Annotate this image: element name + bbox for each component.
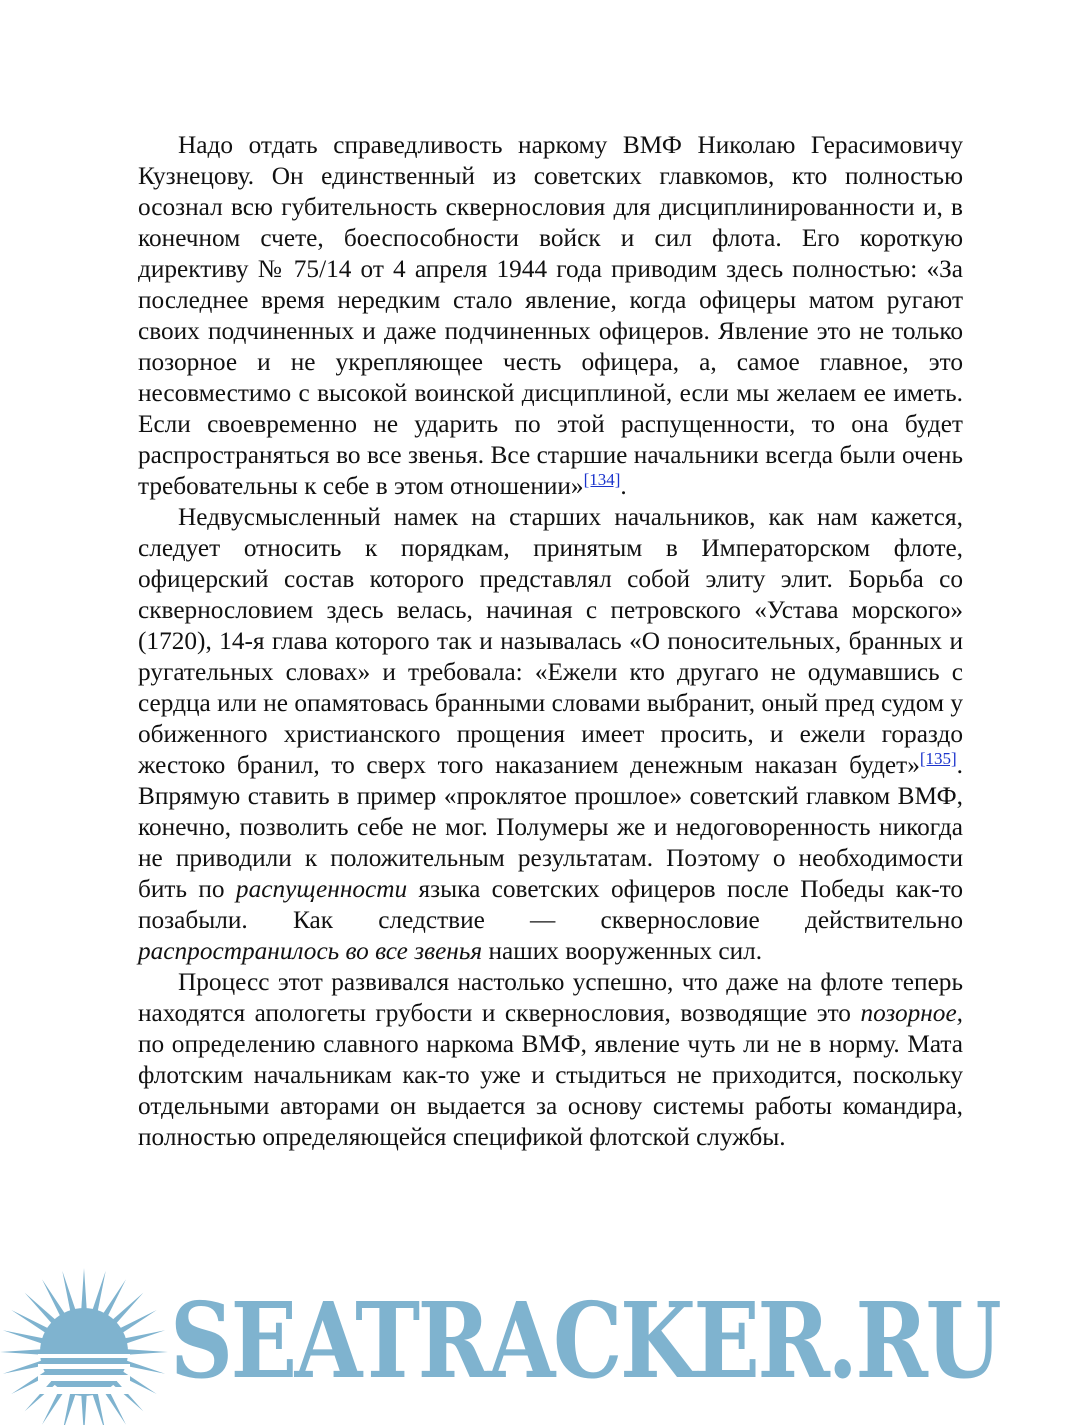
text-segment: Надо отдать справедливость наркому ВМФ Николаю Герасимовичу Кузнецову. Он единственный из советских главкомов, кто полностью осознал всю губительность сквернословия для дисциплинированности и, в конечном счете, боеспособности войск и сил флота. Его короткую директиву № 75/14 от 4 апреля 1944 года приводим здесь полностью: «За последнее время нередким стало явление, когда офицеры матом ругают своих подчиненных и даже подчиненных офицеров. Явление это не только позорное и не укрепляющее честь офицера, а, самое главное, это несовместимо с высокой воинской дисциплиной, если мы желаем ее иметь. Если своевременно не ударить по этой распущенности, то она будет распространяться во все звенья. Все старшие начальники всегда были очень требовательны к себе в этом отношении»: [138, 131, 963, 500]
sun-ray: [0, 1349, 44, 1355]
text-segment: Процесс этот развивался настолько успешно, что даже на флоте теперь находятся апологеты грубости и сквернословия, возводящие это: [138, 968, 963, 1027]
sun-over-sea-icon: [0, 1262, 175, 1425]
sun-ray: [122, 1330, 165, 1344]
document-page: [138, 130, 963, 1153]
paragraph-3: [138, 967, 963, 1153]
text-segment: . Впрямую ставить в пример «проклятое прошлое» советский главком ВМФ, конечно, позволить себе не мог. Полумеры же и недоговоренность никогда не приводили к положительным результатам. Поэтому о необходимости бить по: [138, 751, 963, 903]
italic-segment: распространилось во все звенья: [138, 937, 483, 965]
footnote-ref-135[interactable]: [920, 749, 957, 768]
sun-ray: [62, 1390, 76, 1425]
sun-ray: [62, 1271, 76, 1314]
italic-segment: позорное,: [860, 999, 963, 1027]
sun-ray: [3, 1330, 46, 1344]
watermark-banner: [0, 1262, 1080, 1425]
text-segment: .: [620, 472, 627, 500]
footnote-link[interactable]: [135]: [919, 749, 957, 768]
footnote-link[interactable]: [134]: [583, 470, 621, 489]
footnote-ref-134[interactable]: [584, 470, 621, 489]
text-segment: Недвусмысленный намек на старших начальников, как нам кажется, следует относить к порядкам, принятым в Императорском флоте, офицерский состав которого представлял собой элиту элит. Борьба со сквернословием здесь велась, начиная с петровского «Устава морского» (1720), 14-я глава которого так и называлась «О поносительных, бранных и ругательных словах» и требовала: «Ежели кто другаго не одумавшись с сердца или не опамятовась бранными словами выбранит, оный пред судом у обиженного христианского прощения имеет просить, и ежели гораздо жестоко бранил, то сверх того наказанием денежным наказан будет»: [138, 503, 963, 779]
sun-ray: [81, 1392, 87, 1425]
sun-ray: [81, 1268, 87, 1312]
sun-ray: [124, 1349, 168, 1355]
paragraph-2: [138, 502, 963, 967]
watermark-wordmark: SEATRACKER.RU: [170, 1279, 1000, 1402]
text-segment: языка советских офицеров после Победы как-то позабыли. Как следствие — сквернословие действительно: [138, 875, 963, 934]
sun-ray: [92, 1390, 106, 1425]
text-segment: по определению славного наркома ВМФ, явление чуть ли не в норму. Мата флотским начальникам как-то уже и стыдиться не приходится, поскольку отдельными авторами он выдается за основу системы работы командира, полностью определяющейся спецификой флотской службы.: [138, 1030, 963, 1151]
paragraph-1: [138, 130, 963, 502]
italic-segment: распущенности: [235, 875, 408, 903]
text-segment: наших вооруженных сил.: [482, 937, 763, 965]
sun-ray: [92, 1271, 106, 1314]
